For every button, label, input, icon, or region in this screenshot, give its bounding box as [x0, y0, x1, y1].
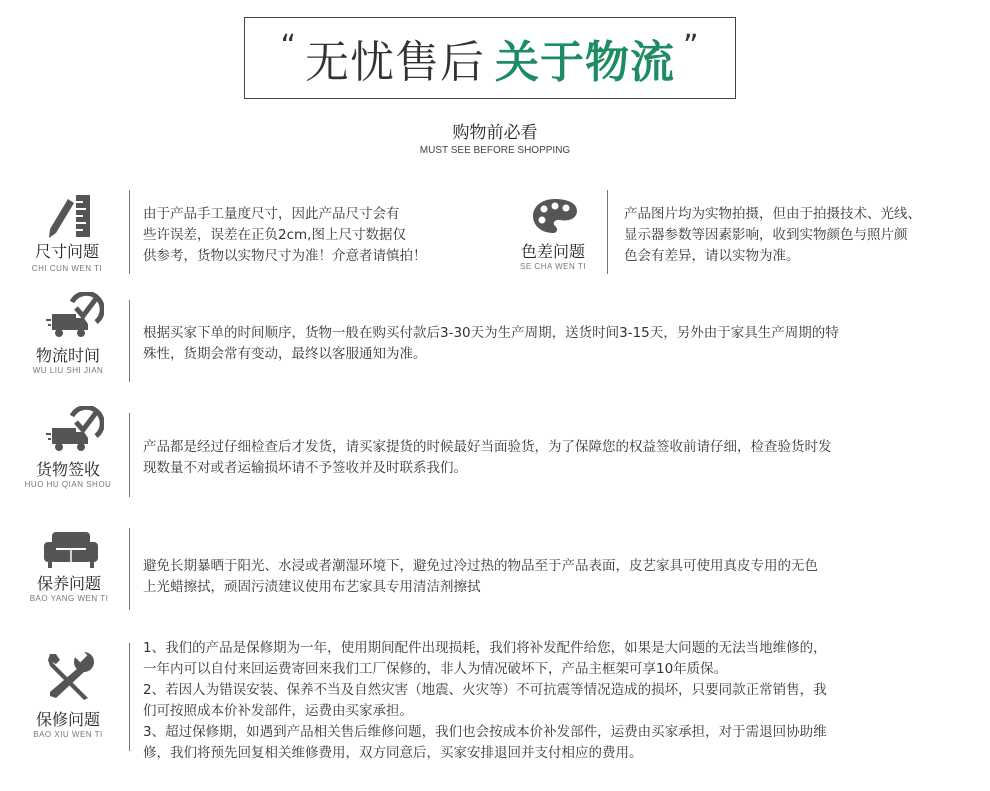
palette-icon — [531, 197, 579, 235]
desc-line: 产品图片均为实物拍摄，但由于拍摄技术、光线、 — [624, 206, 921, 222]
divider — [607, 190, 608, 274]
desc-line: 供参考，货物以实物尺寸为准！介意者请慎拍！ — [143, 248, 427, 264]
desc-line: 些许误差，误差在正负2cm,图上尺寸数据仅 — [143, 227, 406, 243]
receipt-label-cn: 货物签收 — [35, 460, 100, 479]
desc-line: 3、超过保修期，如遇到产品相关售后维修问题，我们也会按成本价补发部件，运费由买家承担，对于需退回协助维 — [143, 724, 827, 740]
receipt-description — [143, 437, 983, 479]
subtitle-en: MUST SEE BEFORE SHOPPING — [419, 145, 571, 156]
desc-line: 1、我们的产品是保修期为一年，使用期间配件出现损耗，我们将补发配件给您，如果是大问题的无法当地维修的， — [143, 640, 827, 656]
divider — [129, 413, 130, 497]
logistics-label-en: WU LIU SHI JIAN — [32, 366, 104, 375]
divider — [129, 643, 130, 751]
size-description — [143, 204, 513, 267]
desc-line: 一年内可以自付来回运费寄回来我们工厂保修的，非人为情况破坏下，产品主框架可享10年质保。 — [143, 661, 728, 677]
size-label-cn: 尺寸问题 — [34, 242, 99, 261]
desc-line: 色会有差异，请以实物为准。 — [624, 248, 800, 264]
desc-line: 们可按照成本价补发部件，运费由买家承担。 — [143, 703, 413, 719]
divider — [129, 528, 130, 610]
divider — [129, 300, 130, 382]
quote-open: “ — [280, 28, 297, 64]
page-title — [244, 17, 736, 99]
title-highlight: 关于物流 — [495, 37, 675, 88]
repair-label-cn: 保修问题 — [35, 710, 100, 729]
repair-label-en: BAO XIU WEN TI — [33, 730, 103, 739]
logistics-description — [143, 323, 983, 365]
desc-line: 由于产品手工量度尺寸，因此产品尺寸会有 — [143, 206, 400, 222]
desc-line: 修，我们将预先回复相关维修费用，双方同意后，买家安排退回并支付相应的费用。 — [143, 745, 643, 761]
subtitle-cn: 购物前必看 — [452, 123, 538, 143]
size-label-en: CHI CUN WEN TI — [31, 264, 103, 273]
delivery-truck-icon — [46, 292, 104, 340]
desc-line: 根据买家下单的时间顺序，货物一般在购买付款后3-30天为生产周期，送货时间3-15天，另外由于家具生产周期的特 — [143, 325, 839, 341]
sofa-icon — [42, 530, 100, 570]
desc-line: 现数量不对或者运输损坏请不予签收并及时联系我们。 — [143, 460, 467, 476]
color-label-cn: 色差问题 — [520, 242, 585, 261]
quote-close: ” — [683, 28, 700, 64]
desc-line: 避免长期暴晒于阳光、水浸或者潮湿环境下，避免过冷过热的物品至于产品表面，皮艺家具可使用真皮专用的无色 — [143, 558, 818, 574]
repair-description — [143, 638, 983, 764]
care-label-en: BAO YANG WEN TI — [29, 594, 109, 603]
desc-line: 殊性，货期会常有变动，最终以客服通知为准。 — [143, 346, 427, 362]
desc-line: 2、若因人为错误安装、保养不当及自然灾害（地震、火灾等）不可抗震等情况造成的损坏，只要同款正常销售，我 — [143, 682, 827, 698]
logistics-label-cn: 物流时间 — [35, 346, 100, 365]
ruler-pencil-icon — [44, 193, 100, 239]
desc-line: 上光蜡擦拭，顽固污渍建议使用布艺家具专用清洁剂擦拭 — [143, 579, 481, 595]
receipt-label-en: HUO HU QIAN SHOU — [24, 480, 112, 489]
color-description — [624, 204, 984, 267]
care-description — [143, 556, 983, 598]
title-plain: 无忧售后 — [305, 37, 485, 88]
desc-line: 显示器参数等因素影响，收到实物颜色与照片颜 — [624, 227, 908, 243]
delivery-truck-icon — [46, 406, 104, 454]
desc-line: 产品都是经过仔细检查后才发货，请买家提货的时候最好当面验货，为了保障您的权益签收前请仔细，检查验货时发 — [143, 439, 832, 455]
divider — [129, 190, 130, 274]
care-label-cn: 保养问题 — [36, 574, 101, 593]
wrench-screwdriver-icon — [44, 650, 96, 702]
color-label-en: SE CHA WEN TI — [520, 262, 586, 271]
